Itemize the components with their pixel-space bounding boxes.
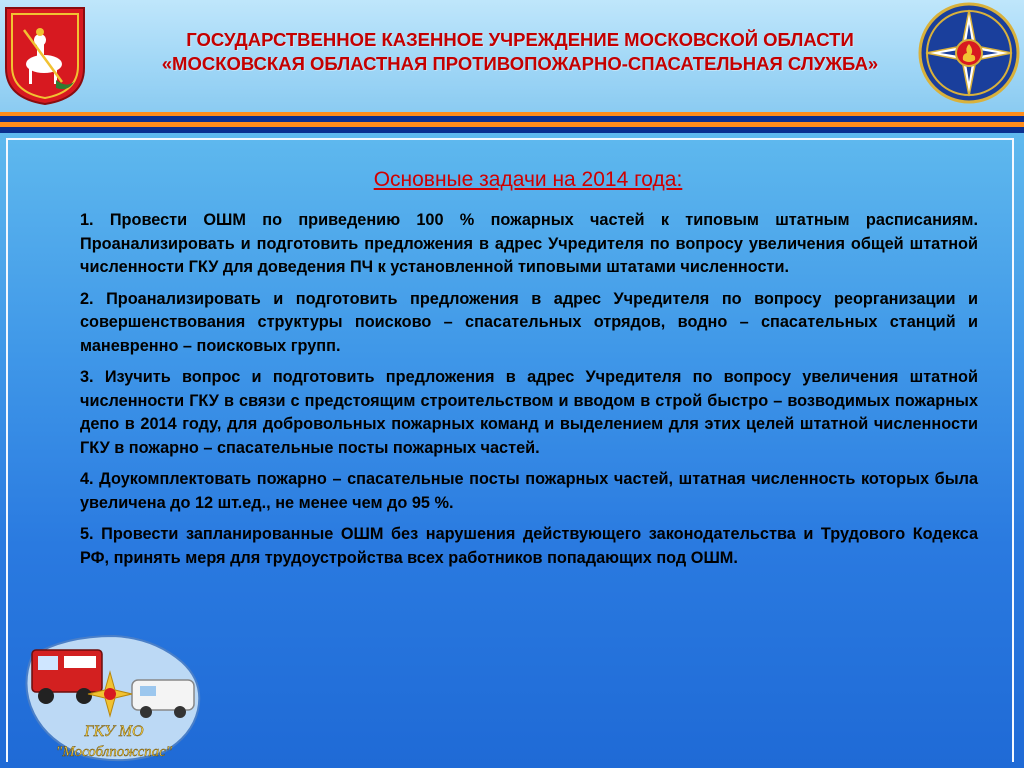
title-line-1: ГОСУДАРСТВЕННОЕ КАЗЕННОЕ УЧРЕЖДЕНИЕ МОСКОВСКОЙ ОБЛАСТИ [186, 29, 854, 50]
header-band [0, 0, 1024, 112]
mosoblpozhspas-logo-icon [14, 616, 214, 768]
slide-heading: Основные задачи на 2014 года: [373, 168, 683, 191]
logo-org-name: "Мособлпожспас" [55, 744, 173, 760]
task-item: 5. Провести запланированные ОШМ без нарушения действующего законодательства и Трудового Кодекса РФ, принять меря для трудоустройства всех работников попадающих под ОШМ. [80, 525, 978, 567]
moscow-oblast-coat-of-arms-icon [4, 6, 86, 106]
task-item: 2. Проанализировать и подготовить предложения в адрес Учредителя по вопросу реорганизации и совершенствования структуры поисково – спасательных отрядов, водно – спасательных станций и маневренно – поисковых групп. [80, 289, 978, 355]
title-line-2: «МОСКОВСКАЯ ОБЛАСТНАЯ ПРОТИВОПОЖАРНО-СПАСАТЕЛЬНАЯ СЛУЖБА» [161, 53, 879, 74]
logo-org-abbreviation: ГКУ МО [84, 723, 144, 740]
fire-rescue-service-emblem-icon [918, 2, 1020, 104]
task-item: 1. Провести ОШМ по приведению 100 % пожарных частей к типовым штатным расписаниям. Проанализировать и подготовить предложения в адрес Учредителя по вопросу увеличения общей штатной численности ГКУ для доведения ПЧ к установленной типовыми штатами численности. [80, 211, 978, 276]
organization-title [110, 28, 930, 76]
task-list [80, 209, 978, 578]
task-item: 3. Изучить вопрос и подготовить предложения в адрес Учредителя по вопросу увеличения штатной численности ГКУ в связи с предстоящим строительством и вводом в строй быстро – возводимых пожарных депо в 2014 году, для добровольных пожарных команд и выделением для этих целей штатной численности ГКУ в пожарно – спасательные посты пожарных частей. [80, 368, 978, 457]
task-item: 4. Доукомплектовать пожарно – спасательные посты пожарных частей, штатная численность которых была увеличена до 12 шт.ед., не менее чем до 95 %. [80, 470, 978, 512]
